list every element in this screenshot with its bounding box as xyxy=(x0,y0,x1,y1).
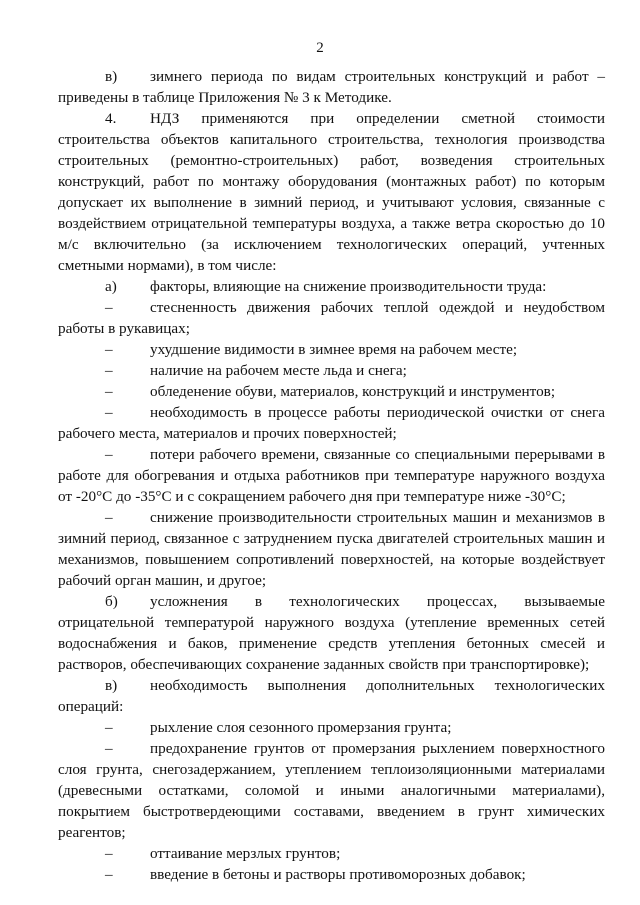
list-item xyxy=(58,297,605,339)
list-item xyxy=(58,864,605,885)
list-marker: а) xyxy=(105,278,117,295)
list-item xyxy=(58,444,605,507)
paragraph-v-winter-period xyxy=(58,66,605,108)
list-marker: – xyxy=(105,509,113,526)
list-marker: – xyxy=(105,866,113,883)
list-marker: в) xyxy=(105,677,118,694)
paragraph-text: факторы, влияющие на снижение производительности труда: xyxy=(150,278,547,295)
list-item-text: введение в бетоны и растворы противоморозных добавок; xyxy=(150,866,526,883)
paragraph-a-factors xyxy=(58,276,605,297)
list-marker: – xyxy=(105,740,113,757)
list-item-text: предохранение грунтов от промерзания рыхлением поверхностного слоя грунта, снегозадержанием, утеплением теплоизоляционными материалами (древесными остатками, соломой и иными аналогичными материалами), покрытием быстротвердеющими составами, введением в грунт химических реагентов; xyxy=(58,740,605,841)
list-item xyxy=(58,717,605,738)
list-item-text: наличие на рабочем месте льда и снега; xyxy=(150,362,407,379)
list-item xyxy=(58,339,605,360)
list-marker: – xyxy=(105,404,113,421)
list-marker: – xyxy=(105,719,113,736)
paragraph-4-ndz xyxy=(58,108,605,276)
list-marker: – xyxy=(105,383,113,400)
paragraph-v-operations xyxy=(58,675,605,717)
list-marker: – xyxy=(105,446,113,463)
paragraph-text: НДЗ применяются при определении сметной стоимости строительства объектов капитального строительства, технология производства строительных (ремонтно-строительных) работ, возведения строительных конструкций, работ по монтажу оборудования (монтажных работ) по которым допускает их выполнение в зимний период, и учитывают условия, связанные с воздействием отрицательной температуры воздуха, а также ветра скоростью до 10 м/с включительно (за исключением технологических операций, учтенных сметными нормами), в том числе: xyxy=(58,110,605,274)
list-item xyxy=(58,381,605,402)
list-marker: – xyxy=(105,845,113,862)
list-item xyxy=(58,843,605,864)
list-marker: в) xyxy=(105,68,118,85)
list-item-text: стесненность движения рабочих теплой одеждой и неудобством работы в рукавицах; xyxy=(58,299,605,337)
list-item xyxy=(58,360,605,381)
list-marker: – xyxy=(105,341,113,358)
paragraph-text: необходимость выполнения дополнительных технологических операций: xyxy=(58,677,605,715)
list-item-text: снижение производительности строительных машин и механизмов в зимний период, связанное с затруднением пуска двигателей строительных машин и механизмов, повышением сопротивлений поверхностей, на которые воздействует рабочий орган машин, и другое; xyxy=(58,509,605,589)
list-item xyxy=(58,402,605,444)
list-marker: 4. xyxy=(105,110,117,127)
list-item-text: ухудшение видимости в зимнее время на рабочем месте; xyxy=(150,341,518,358)
page-number: 2 xyxy=(316,40,324,56)
list-item-text: обледенение обуви, материалов, конструкций и инструментов; xyxy=(150,383,556,400)
list-item xyxy=(58,507,605,591)
list-marker: – xyxy=(105,299,113,316)
list-item-text: потери рабочего времени, связанные со специальными перерывами в работе для обогревания и отдыха работников при температуре наружного воздуха от -20°С до -35°С и с сокращением рабочего дня при температуре ниже -30°С; xyxy=(58,446,605,505)
paragraph-text: усложнения в технологических процессах, вызываемые отрицательной температурой наружного воздуха (утепление временных сетей водоснабжения и баков, применение средств утепления бетонных смесей и растворов, обеспечивающих сохранение заданных свойств при транспортировке); xyxy=(58,593,605,673)
paragraph-text: зимнего периода по видам строительных конструкций и работ – приведены в таблице Приложения № 3 к Методике. xyxy=(58,68,605,106)
list-item-text: оттаивание мерзлых грунтов; xyxy=(150,845,341,862)
list-marker: б) xyxy=(105,593,118,610)
list-item-text: рыхление слоя сезонного промерзания грунта; xyxy=(150,719,452,736)
list-item xyxy=(58,738,605,843)
list-marker: – xyxy=(105,362,113,379)
list-item-text: необходимость в процессе работы периодической очистки от снега рабочего места, материалов и прочих поверхностей; xyxy=(58,404,605,442)
paragraph-b-complications xyxy=(58,591,605,675)
document-body xyxy=(58,66,605,885)
